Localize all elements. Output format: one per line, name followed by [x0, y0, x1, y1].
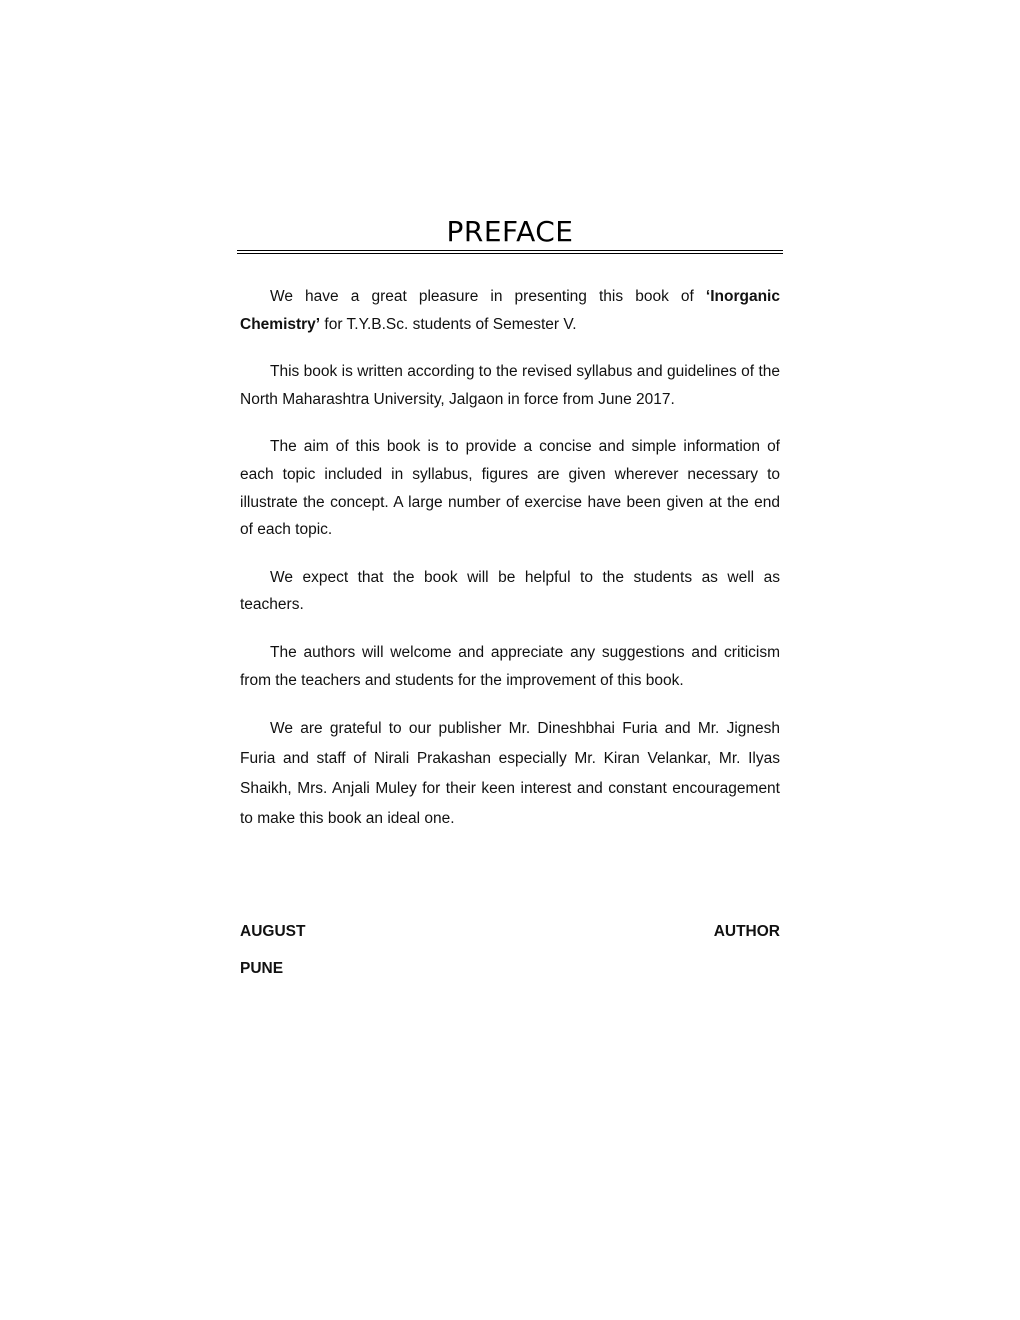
- preface-body: [240, 283, 780, 854]
- paragraph-intro-lead: We have a great pleasure in presenting this book of: [270, 288, 706, 305]
- paragraph-intro: [240, 283, 780, 338]
- paragraph-intro-tail: for T.Y.B.Sc. students of Semester V.: [320, 315, 577, 333]
- book-title: ‘Inorganic Chemistry’: [240, 288, 780, 333]
- signature-author: AUTHOR: [713, 923, 780, 940]
- signature-place: PUNE: [240, 960, 284, 977]
- paragraph-acknowledgement: We are grateful to our publisher Mr. Dineshbhai Furia and Mr. Jignesh Furia and staff of Nirali Prakashan especially Mr. Kiran Velankar, Mr. Ilyas Shaikh, Mrs. Anjali Muley for their keen interest and constant encouragement to make this book an ideal one.: [240, 720, 780, 828]
- title-underline: [237, 250, 783, 254]
- paragraph-syllabus: This book is written according to the revised syllabus and guidelines of the North Maharashtra University, Jalgaon in force from June 2017.: [240, 363, 780, 408]
- page-title: PREFACE: [446, 215, 574, 248]
- signature-month: AUGUST: [240, 923, 306, 940]
- paragraph-aim: The aim of this book is to provide a concise and simple information of each topic included in syllabus, figures are given wherever necessary to illustrate the concept. A large number of exercise have been given at the end of each topic.: [240, 438, 780, 539]
- paragraph-expectation: We expect that the book will be helpful to the students as well as teachers.: [240, 568, 780, 614]
- paragraph-suggestions: The authors will welcome and appreciate any suggestions and criticism from the teachers and students for the improvement of this book.: [240, 643, 780, 689]
